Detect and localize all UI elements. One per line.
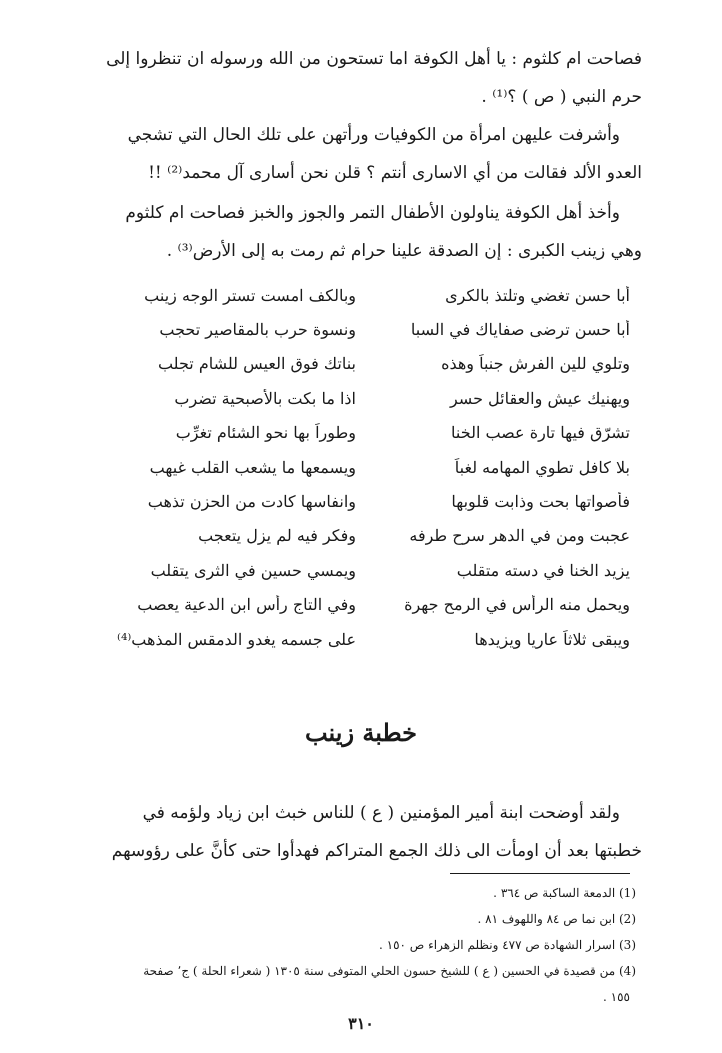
paragraph-zaynab-speech (78, 794, 642, 870)
text-line: حرم النبي ( ص ) ؟⁽¹⁾ . (481, 87, 642, 107)
verse-second-hemistich: وبالكف امست تستر الوجه زينب (144, 285, 356, 305)
verse-second-hemistich: ويسمعها ما يشعب القلب غيهب (149, 457, 356, 477)
verse-second-hemistich: اذا ما بكت بالأصبحية تضرب (174, 388, 356, 408)
footnote-separator (450, 873, 630, 874)
poem-verse (82, 381, 630, 415)
paragraph-sadaqa (78, 194, 642, 270)
verse-first-hemistich: وتلوي للين الفرش جنباً وهذه (441, 354, 630, 374)
verse-first-hemistich: أبا حسن تغضي وتلتذ بالكرى (445, 285, 630, 305)
text-line: وأشرفت عليهن امرأة من الكوفيات ورأتهن على تلك الحال التي تشجي (127, 125, 620, 145)
verse-first-hemistich: عجبت ومن في الدهر سرح طرفه (409, 526, 630, 546)
footnote: (2) ابن نما ص ٨٤ واللهوف ٨١ . (477, 912, 636, 926)
poem-verse (82, 622, 630, 656)
poem-verse (82, 450, 630, 484)
poem-verse (82, 416, 630, 450)
footnote-continuation: ١٥٥ . (603, 990, 630, 1004)
footnote: (1) الدمعة الساكبة ص ٣٦٤ . (493, 886, 636, 900)
verse-second-hemistich: وفي التاج رأس ابن الدعية يعصب (137, 595, 356, 615)
section-heading: خطبة زينب (304, 718, 418, 747)
poem-verse (82, 484, 630, 518)
paragraph-kufan-woman (78, 116, 642, 192)
poem-verse (82, 588, 630, 622)
verse-first-hemistich: بلا كافل تطوي المهامه لغباً (454, 457, 630, 477)
verse-second-hemistich: ويمسي حسين في الثرى يتقلب (150, 560, 356, 580)
text-line: وهي زينب الكبرى : إن الصدقة علينا حرام ثم رمت به إلى الأرض⁽³⁾ . (166, 241, 642, 261)
verse-first-hemistich: أبا حسن ترضى صفاياك في السبا (410, 320, 630, 340)
paragraph-umm-kulthum (78, 40, 642, 116)
verse-first-hemistich: ويهنيك عيش والعقائل حسر (449, 388, 630, 408)
verse-second-hemistich: على جسمه يغدو الدمقس المذهب⁽⁴⁾ (117, 629, 356, 649)
text-line: فصاحت ام كلثوم : يا أهل الكوفة اما تستحون من الله ورسوله ان تنظروا إلى (106, 49, 642, 69)
page-number: ٣١٠ (348, 1014, 374, 1033)
verse-second-hemistich: وطوراً بها نحو الشئام تغرِّب (175, 423, 356, 443)
verse-first-hemistich: ويحمل منه الرأس في الرمح جهرة (404, 595, 630, 615)
verse-first-hemistich: يزيد الخنا في دسته متقلب (456, 560, 630, 580)
footnotes (80, 880, 636, 1010)
verse-first-hemistich: تشرّق فيها تارة عصب الخنا (451, 423, 630, 443)
poem-verse (82, 553, 630, 587)
poem-verse (82, 278, 630, 312)
poem-verse (82, 347, 630, 381)
poem-verse (82, 312, 630, 346)
verse-second-hemistich: وفكر فيه لم يزل يتعجب (198, 526, 356, 546)
verse-first-hemistich: ويبقى ثلاثاً عاريا ويزيدها (474, 629, 630, 649)
verse-first-hemistich: فأصواتها بحت وذابت قلوبها (451, 492, 630, 512)
text-line: وأخذ أهل الكوفة يناولون الأطفال التمر والجوز والخبز فصاحت ام كلثوم (125, 203, 620, 223)
footnote: (4) من قصيدة في الحسين ( ع ) للشيخ حسون الحلي المتوفى سنة ١٣٠٥ ( شعراء الحلة ) ج٬ صفحة (143, 964, 636, 978)
text-line: العدو الألد فقالت من أي الاسارى أنتم ؟ قلن نحن أسارى آل محمد⁽²⁾ !! (148, 163, 642, 183)
poem-verse (82, 519, 630, 553)
verse-second-hemistich: وانفاسها كادت من الحزن تذهب (147, 492, 356, 512)
poem (82, 278, 630, 658)
verse-second-hemistich: بناتك فوق العيس للشام تجلب (157, 354, 356, 374)
text-line: ولقد أوضحت ابنة أمير المؤمنين ( ع ) للناس خبث ابن زياد ولؤمه في (142, 803, 620, 823)
text-line: خطبتها بعد أن اومأت الى ذلك الجمع المتراكم فهدأوا حتى كأنَّ على رؤوسهم (111, 841, 642, 861)
verse-second-hemistich: ونسوة حرب بالمقاصير تحجب (159, 320, 356, 340)
footnote: (3) اسرار الشهادة ص ٤٧٧ ونظلم الزهراء ص ١٥٠ . (378, 938, 636, 952)
